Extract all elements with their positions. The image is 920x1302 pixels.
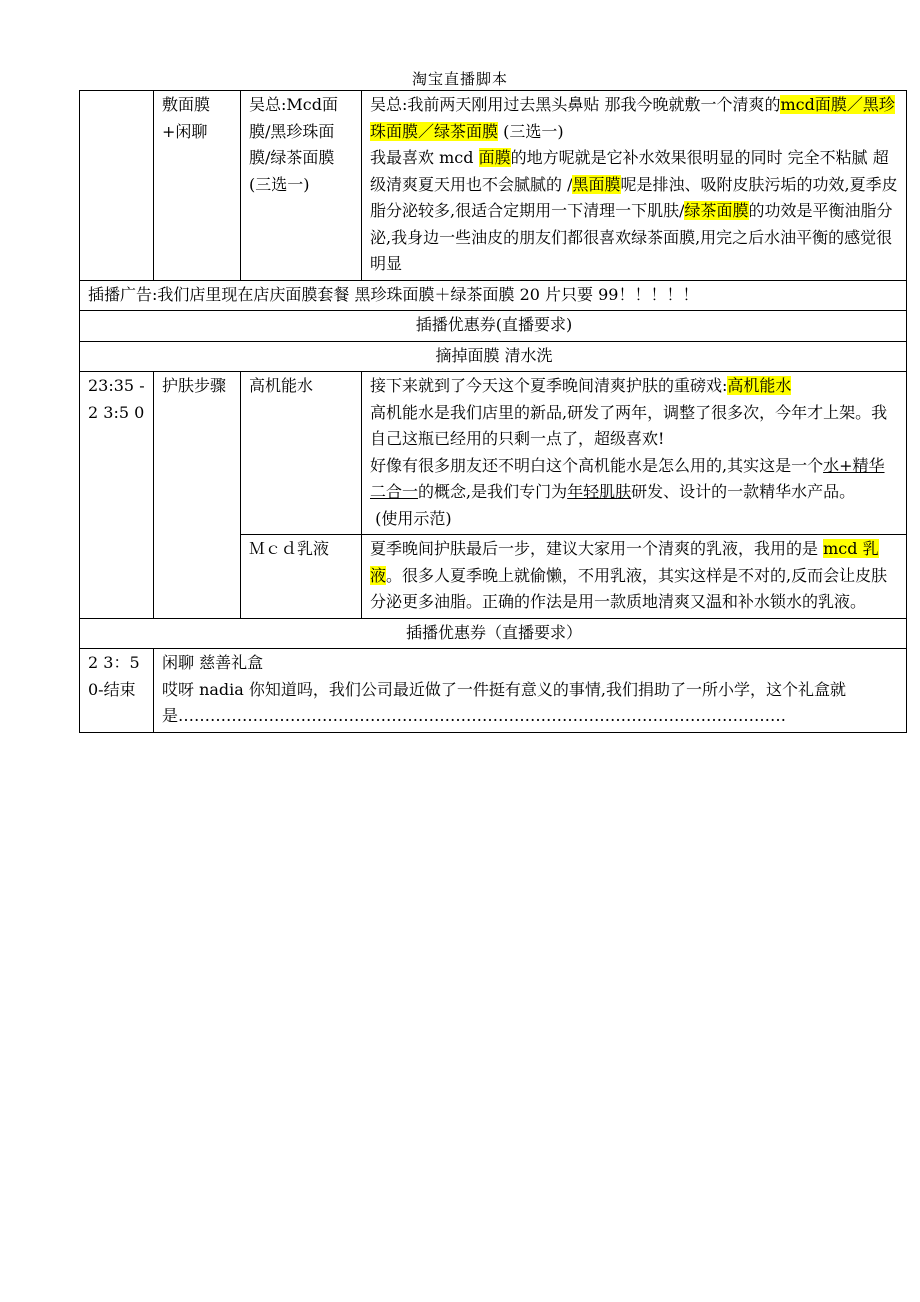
script-text: 的概念,是我们专门为	[418, 482, 568, 501]
highlight-mask-options: mcd面膜／黑珍珠面膜／绿茶面膜	[370, 95, 895, 141]
remove-mask-cell: 摘掉面膜 清水洗	[80, 341, 907, 372]
ad-cell: 插播广告:我们店里现在店庆面膜套餐 黑珍珠面膜＋绿茶面膜 20 片只要 99！！！！！	[80, 280, 907, 311]
underline-young-skin: 年轻肌肤	[567, 482, 632, 501]
highlight-black-mask: 黑面膜	[572, 174, 621, 194]
segment-cell: 敷面膜+闲聊	[154, 91, 241, 281]
page-header: 淘宝直播脚本	[411, 70, 508, 88]
script-text: 呢是排浊、吸附皮肤污垢的功效,夏季皮脂分泌较多,很适合定期用一下清理一下肌肤/	[370, 174, 898, 220]
time-cell: 2 3：5 0-结束	[80, 649, 154, 733]
row-ad	[80, 280, 907, 311]
row-charity	[80, 649, 907, 733]
highlight-water: 高机能水	[727, 376, 792, 395]
underline-concept: 水+精华二合一	[370, 455, 885, 501]
script-text: 。很多人夏季晚上就偷懒，不用乳液，其实这样是不对的,反而会让皮肤分泌更多油脂。正确的作法是用一款质地清爽又温和补水锁水的乳液。	[370, 565, 888, 611]
row-skincare-water	[80, 372, 907, 535]
time-cell: 23:35 - 2 3:5 0	[80, 372, 154, 619]
row-coupon-1	[80, 311, 907, 342]
highlight-green-tea-mask: 绿茶面膜	[684, 201, 749, 220]
charity-title: 闲聊 慈善礼盒	[162, 653, 264, 672]
script-text: 吴总:我前两天刚用过去黑头鼻贴 那我今晚就敷一个清爽的	[370, 95, 781, 114]
script-text: 我最喜欢 mcd	[370, 148, 479, 167]
script-text: 接下来就到了今天这个夏季晚间清爽护肤的重磅戏:	[370, 376, 728, 395]
charity-cell	[154, 649, 907, 733]
script-cell	[362, 535, 907, 619]
charity-text: 哎呀 nadia 你知道吗，我们公司最近做了一件挺有意义的事情,我们捐助了一所小学，这个礼盒就	[162, 679, 847, 699]
script-text: 高机能水是我们店里的新品,研发了两年，调整了很多次，今年才上架。我自己这瓶已经用的只剩一点了，超级喜欢!	[370, 402, 888, 448]
segment-cell: 护肤步骤	[154, 372, 241, 619]
highlight-lotion: mcd 乳液	[370, 539, 879, 585]
product-cell: 高机能水	[241, 372, 362, 535]
product-cell: 吴总:Mcd面膜/黑珍珠面膜/绿茶面膜(三选一)	[241, 91, 362, 281]
script-text: 的功效是平衡油脂分泌,我身边一些油皮的朋友们都很喜欢绿茶面膜,用完之后水油平衡的感觉很明显	[370, 201, 893, 273]
script-text: 的地方呢就是它补水效果很明显的同时 完全不粘腻 超级清爽夏天用也不会腻腻的 /	[370, 148, 889, 194]
script-cell	[362, 91, 907, 281]
time-cell-empty	[80, 91, 154, 281]
charity-tail: 是……………………………………………………………………………………………………	[162, 706, 786, 725]
row-coupon-2	[80, 618, 907, 649]
script-text: 研发、设计的一款精华水产品。	[631, 482, 856, 501]
row-remove-mask	[80, 341, 907, 372]
demo-note: (使用示范)	[375, 508, 452, 528]
product-cell: Ｍｃｄ乳液	[241, 535, 362, 619]
live-script-table	[79, 90, 907, 733]
row-mask	[80, 91, 907, 281]
coupon-cell: 插播优惠券（直播要求）	[80, 618, 907, 649]
script-text: 好像有很多朋友还不明白这个高机能水是怎么用的,其实这是一个	[370, 455, 824, 475]
script-text: 夏季晚间护肤最后一步，建议大家用一个清爽的乳液，我用的是	[370, 539, 819, 558]
highlight-mask: 面膜	[478, 148, 511, 167]
script-cell	[362, 372, 907, 535]
script-text: (三选一)	[503, 121, 564, 141]
coupon-cell: 插播优惠券(直播要求)	[80, 311, 907, 342]
